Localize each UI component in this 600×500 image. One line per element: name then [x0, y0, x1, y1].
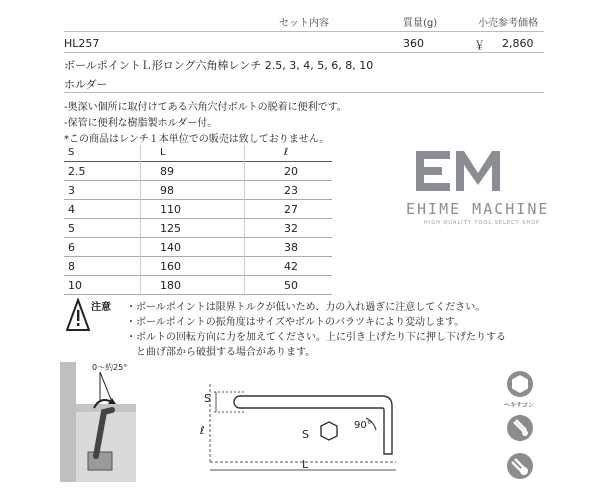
cell-s: 4	[64, 200, 140, 219]
col-header-l-small: ℓ	[264, 143, 332, 162]
table-row	[64, 257, 332, 276]
table-col-divider	[140, 145, 141, 293]
ball-hex-tip-icon	[506, 452, 534, 480]
dimension-l-label: L	[302, 458, 309, 471]
header-weight: 質量(g)	[403, 18, 438, 29]
cell-l: 140	[140, 238, 264, 257]
cell-s: 10	[64, 276, 140, 295]
table-row	[64, 200, 332, 219]
feature-note: -保管に便利な樹脂製ホルダー付。	[64, 118, 218, 129]
ball-point-tip-icon	[506, 414, 534, 442]
cell-s: 3	[64, 181, 140, 200]
product-holder: ホルダー	[64, 78, 108, 91]
table-row	[64, 238, 332, 257]
brand-tagline: HIGH QUALITY TOOL SELECT SHOP	[424, 220, 541, 226]
cell-l: 180	[140, 276, 264, 295]
col-header-s: S	[64, 143, 140, 162]
cell-l: 98	[140, 181, 264, 200]
header-divider	[64, 31, 544, 32]
angle-90-label: 90°	[354, 420, 372, 431]
caution-line: ・ボールポイントの振角度はサイズやボルトのバラツキにより変动します。	[126, 317, 465, 328]
product-price: 2,860	[502, 37, 534, 50]
product-weight: 360	[403, 37, 424, 50]
table-row	[64, 181, 332, 200]
cell-l-small: 32	[264, 219, 332, 238]
currency-symbol: ￥	[474, 39, 485, 52]
hexagon-label: ヘキサゴン	[504, 402, 534, 409]
table-col-divider	[244, 145, 245, 293]
ehime-machine-logo	[398, 145, 528, 197]
table-row	[64, 276, 332, 295]
feature-note: *この商品はレンチ１本単位での販売は致しておりません。	[64, 134, 330, 145]
swing-angle-label: 0〜約25°	[92, 363, 128, 372]
cell-l-small: 42	[264, 257, 332, 276]
hex-s-label: S	[302, 428, 309, 441]
warning-icon	[66, 298, 90, 332]
dimension-s-label: S	[204, 392, 211, 405]
table-header-row	[64, 143, 332, 162]
caution-line: と曲げ部から破損する場合があります。	[126, 347, 316, 358]
table-row	[64, 162, 332, 181]
dimension-l-small-label: ℓ	[200, 424, 205, 437]
brand-name: EHIME MACHINE	[406, 200, 550, 218]
header-price: 小売参考価格	[478, 18, 538, 29]
usage-illustration	[60, 362, 170, 482]
product-description: ボールポイントＬ形ロング六角棒レンチ 2.5, 3, 4, 5, 6, 8, 10	[64, 59, 374, 72]
cell-l-small: 27	[264, 200, 332, 219]
caution-label: 注意	[91, 302, 111, 313]
cell-l-small: 38	[264, 238, 332, 257]
cell-s: 6	[64, 238, 140, 257]
cell-l-small: 23	[264, 181, 332, 200]
size-table	[64, 143, 332, 295]
caution-line: ・ボルトの回転方向に力を加えてください。上に引き上げたり下に押し下げたりする	[126, 332, 506, 343]
row-divider	[64, 52, 544, 53]
cell-l: 89	[140, 162, 264, 181]
feature-note: -奥深い個所に取付けてある六角穴付ボルトの脱着に便利です。	[64, 102, 347, 113]
hexagon-tip-icon	[506, 370, 534, 398]
header-set-contents: セット内容	[279, 18, 329, 29]
cell-l-small: 50	[264, 276, 332, 295]
table-row	[64, 219, 332, 238]
product-code: HL257	[64, 37, 100, 50]
spec-divider	[64, 92, 544, 93]
caution-line: ・ボールポイントは限界トルクが低いため、力の入れ過ぎに注意してください。	[126, 302, 486, 313]
cell-s: 5	[64, 219, 140, 238]
cell-l: 160	[140, 257, 264, 276]
cell-l-small: 20	[264, 162, 332, 181]
cell-s: 8	[64, 257, 140, 276]
cell-l: 125	[140, 219, 264, 238]
cell-s: 2.5	[64, 162, 140, 181]
col-header-l: L	[140, 143, 264, 162]
cell-l: 110	[140, 200, 264, 219]
